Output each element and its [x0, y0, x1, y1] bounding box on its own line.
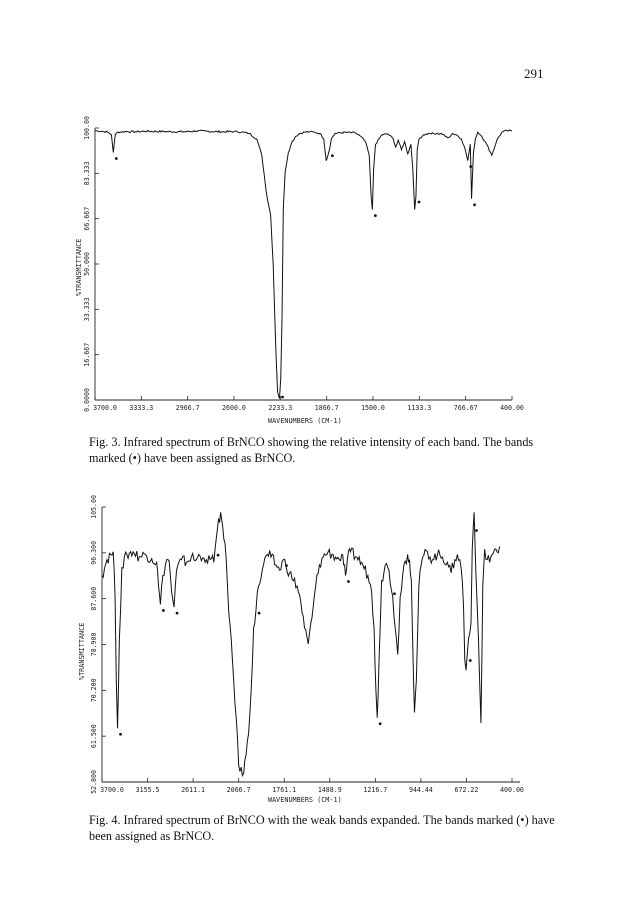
y-tick-label: 61.500: [90, 724, 98, 749]
band-marker-dot: [473, 203, 476, 206]
y-tick-label: 105.00: [90, 495, 98, 519]
figure-3-y-ticks: [83, 116, 99, 412]
figure-4-caption: Fig. 4. Infrared spectrum of BrNCO with the weak bands expanded. The bands marked (•) have been assigned as BrNCO.: [89, 813, 555, 843]
x-tick-label: 3155.5: [135, 786, 160, 794]
x-tick-label: 1488.9: [317, 786, 342, 794]
figure-4-y-axis-label: %TRANSMITTANCE: [78, 622, 86, 680]
x-tick-label: 2233.3: [268, 404, 293, 412]
band-marker-dot: [115, 157, 118, 160]
y-tick-label: 70.200: [90, 678, 98, 703]
x-tick-label: 1216.7: [363, 786, 388, 794]
figure-3-caption: Fig. 3. Infrared spectrum of BrNCO showing the relative intensity of each band. The bands marked (•) have been assigned as BrNCO.: [89, 435, 534, 465]
y-tick-label: 50.000: [83, 252, 91, 276]
x-tick-label: 2066.7: [226, 786, 251, 794]
band-marker-dot: [331, 154, 334, 157]
x-tick-label: 400.00: [500, 786, 524, 794]
band-marker-dot: [418, 201, 421, 204]
x-tick-label: 1866.7: [314, 404, 339, 412]
y-tick-label: 33.333: [83, 297, 91, 322]
band-marker-dot: [281, 396, 284, 399]
figure-3-x-ticks: [93, 396, 524, 412]
x-tick-label: 3700.0: [100, 786, 124, 794]
y-tick-label: 87.600: [90, 586, 98, 611]
figure-3-y-axis-label: %TRANSMITTANCE: [75, 238, 83, 296]
y-tick-label: 100.00: [83, 116, 91, 140]
page-number: 291: [524, 66, 544, 81]
x-tick-label: 1133.3: [407, 404, 432, 412]
figure-3-x-axis-label: WAVENUMBERS (CM-1): [268, 417, 342, 425]
x-tick-label: 3700.0: [93, 404, 117, 412]
y-tick-label: 52.800: [90, 770, 98, 794]
y-tick-label: 66.667: [83, 206, 91, 231]
x-tick-label: 1761.1: [272, 786, 297, 794]
y-tick-label: 16.667: [83, 342, 91, 367]
figure-3-band-markers: [115, 154, 476, 398]
x-tick-label: 3333.3: [129, 404, 154, 412]
x-tick-label: 1500.0: [361, 404, 385, 412]
x-tick-label: 672.22: [454, 786, 479, 794]
band-marker-dot: [374, 214, 377, 217]
x-tick-label: 766.67: [453, 404, 478, 412]
figure-3-spectrum-line: [95, 130, 512, 399]
figure-4-x-axis-label: WAVENUMBERS (CM-1): [268, 796, 342, 804]
figure-3-frame: [95, 128, 512, 400]
y-tick-label: 0.0000: [83, 388, 91, 412]
y-tick-label: 83.333: [83, 161, 91, 186]
x-tick-label: 944.44: [408, 786, 433, 794]
x-tick-label: 400.00: [500, 404, 524, 412]
band-marker-dot: [469, 165, 472, 168]
y-tick-label: 78.900: [90, 632, 98, 657]
y-tick-label: 96.300: [90, 540, 98, 565]
x-tick-label: 2600.0: [222, 404, 246, 412]
x-tick-label: 2611.1: [181, 786, 206, 794]
x-tick-label: 2966.7: [175, 404, 200, 412]
